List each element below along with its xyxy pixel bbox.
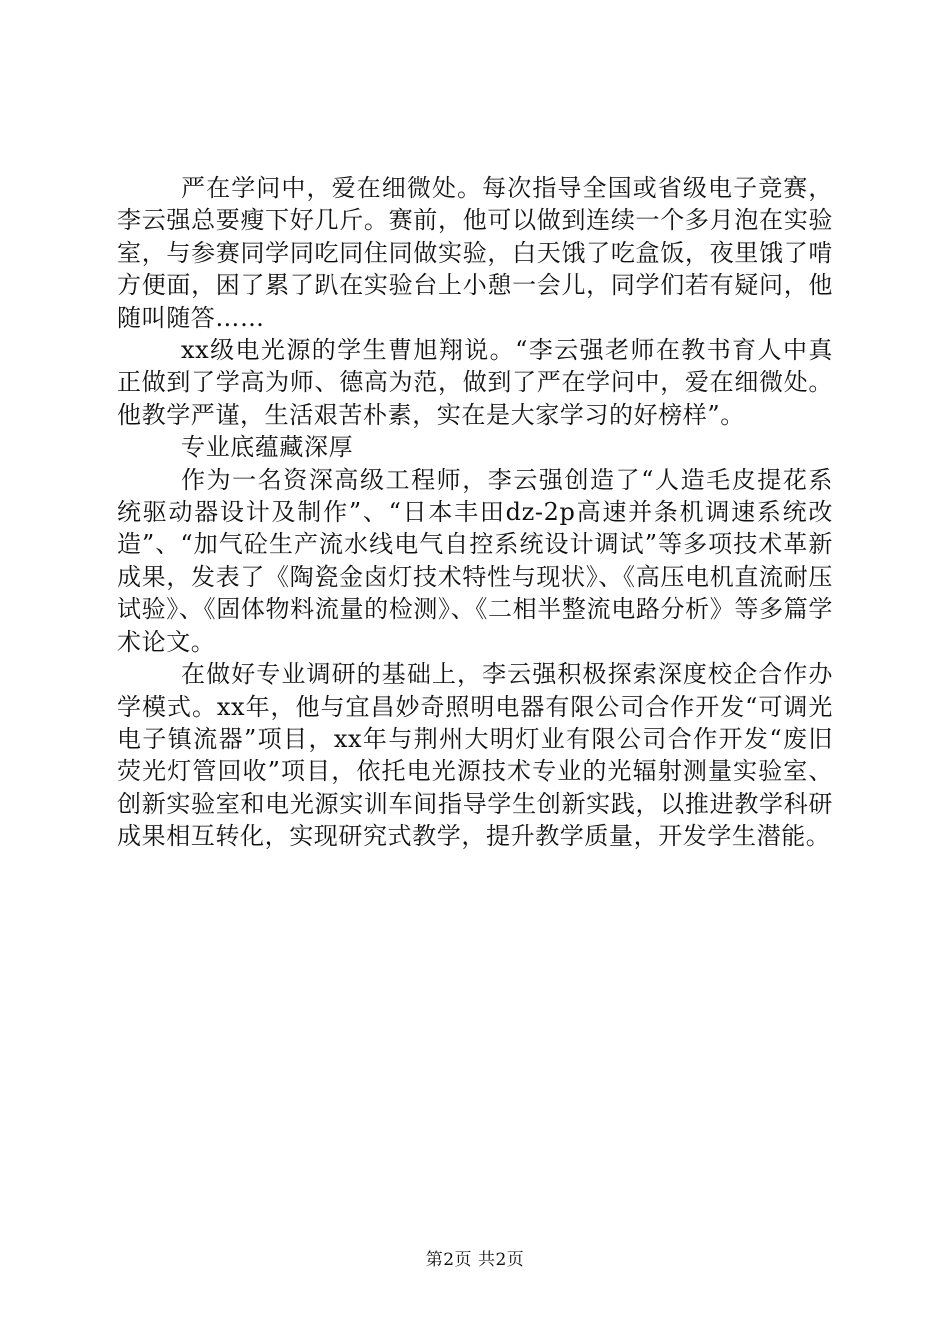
paragraph-achievements: 作为一名资深高级工程师，李云强创造了“人造毛皮提花系统驱动器设计及制作”、“日本丰田dz-2p高速并条机调速系统改造”、“加气砼生产流水线电气自控系统设计调试”等多项技术革新成果，发表了《陶瓷金卤灯技术特性与现状》、《高压电机直流耐压试验》、《固体物料流量的检测》、《二相半整流电路分析》等多篇学术论文。 bbox=[117, 465, 833, 656]
section-heading: 专业底蕴藏深厚 bbox=[181, 433, 354, 462]
paragraph-cooperation: 在做好专业调研的基础上，李云强积极探索深度校企合作办学模式。xx年，他与宜昌妙奇照明电器有限公司合作开发“可调光电子镇流器”项目，xx年与荆州大明灯业有限公司合作开发“废旧荧光灯管回收”项目，依托电光源技术专业的光辐射测量实验室、创新实验室和电光源实训车间指导学生创新实践，以推进教学科研成果相互转化，实现研究式教学，提升教学质量，开发学生潜能。 bbox=[117, 660, 833, 851]
paragraph-student-quote: xx级电光源的学生曹旭翔说。“李云强老师在教书育人中真正做到了学高为师、德高为范，做到了严在学问中，爱在细微处。他教学严谨，生活艰苦朴素，实在是大家学习的好榜样”。 bbox=[117, 336, 833, 429]
document-body bbox=[117, 172, 833, 853]
paragraph-competition: 严在学问中，爱在细微处。每次指导全国或省级电子竞赛，李云强总要瘦下好几斤。赛前，他可以做到连续一个多月泡在实验室，与参赛同学同吃同住同做实验，白天饿了吃盒饭，夜里饿了啃方便面，困了累了趴在实验台上小憩一会儿，同学们若有疑问，他随叫随答…… bbox=[117, 174, 833, 332]
page-number-footer: 第2页 共2页 bbox=[425, 1250, 525, 1270]
